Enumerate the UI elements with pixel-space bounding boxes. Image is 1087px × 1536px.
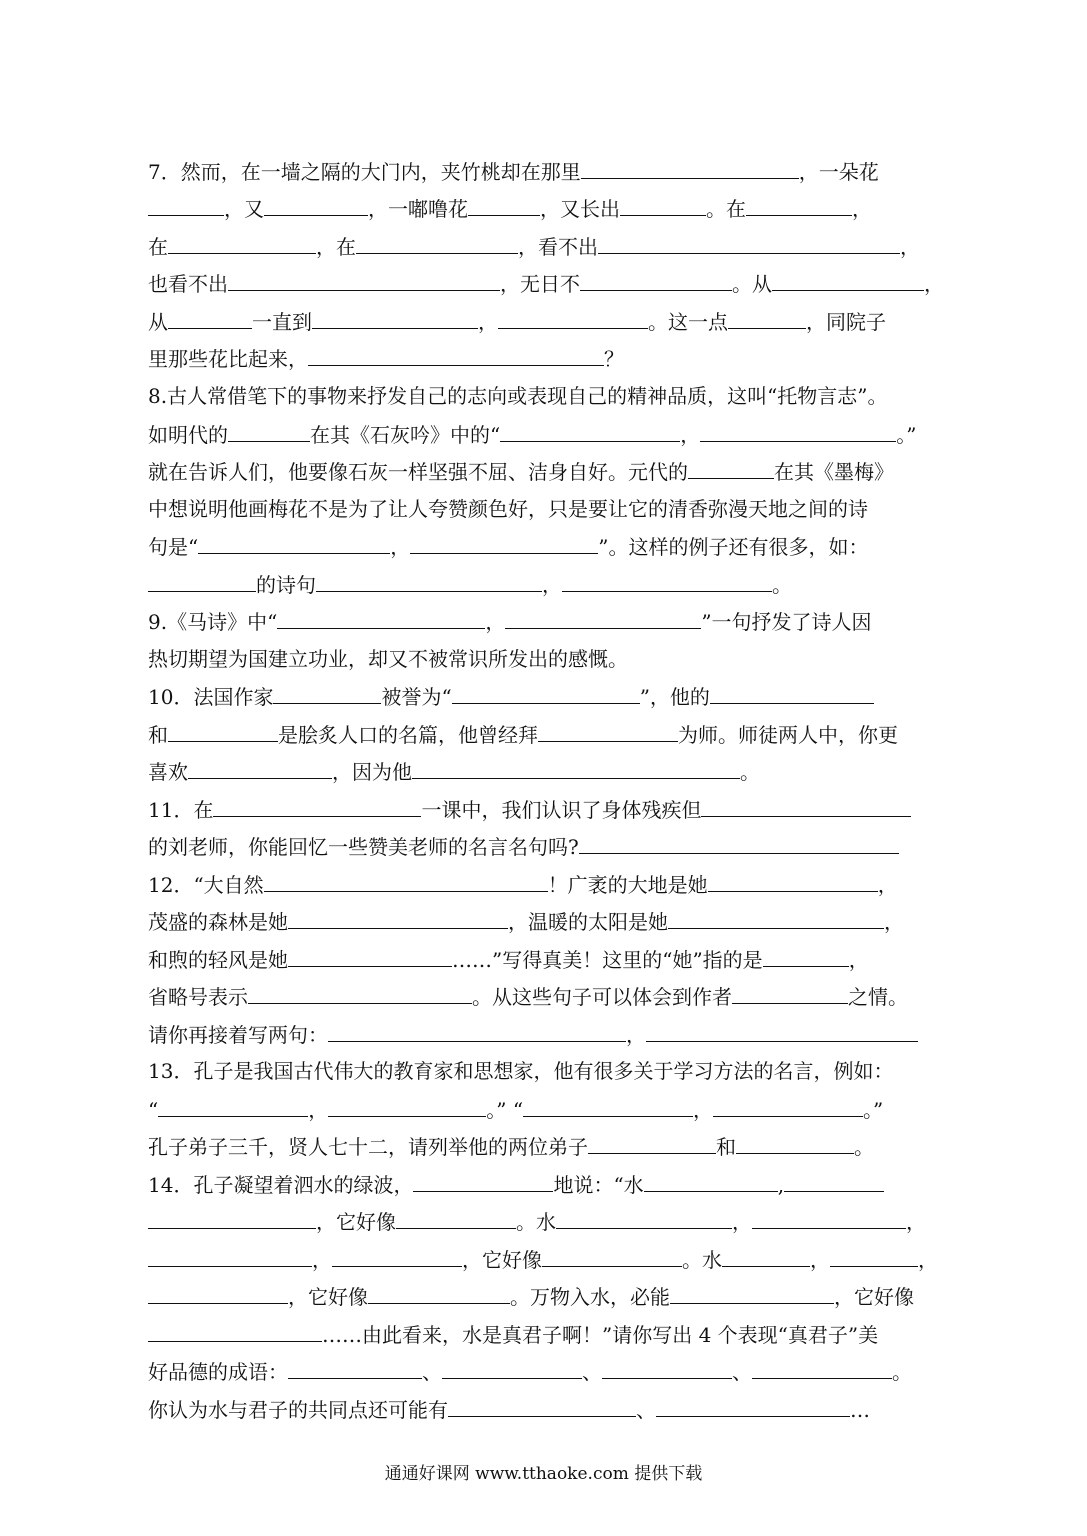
text: ， <box>810 1248 830 1272</box>
q7-line-4 <box>148 268 944 298</box>
text: 12．“大自然 <box>148 873 264 897</box>
text: 11．在 <box>148 798 214 822</box>
answer-blank[interactable] <box>498 306 648 329</box>
text: ， <box>485 610 506 634</box>
answer-blank[interactable] <box>148 193 224 216</box>
text: ， <box>918 1248 938 1272</box>
answer-blank[interactable] <box>328 1019 626 1042</box>
answer-blank[interactable] <box>332 1244 462 1267</box>
answer-blank[interactable] <box>784 1169 884 1192</box>
text: 。这一点 <box>648 310 728 334</box>
text: 的刘老师，你能回忆一些赞美老师的名言名句吗? <box>148 835 579 859</box>
q8-line-5 <box>148 531 940 561</box>
q12-line-1 <box>148 869 940 899</box>
answer-blank[interactable] <box>542 1244 682 1267</box>
q12-line-5 <box>148 1019 940 1049</box>
text: 、 <box>636 1398 656 1422</box>
text: 。” <box>896 423 917 447</box>
answer-blank[interactable] <box>448 1394 636 1417</box>
text: ”，他的 <box>639 685 710 709</box>
q10-line-1 <box>148 681 940 711</box>
answer-blank[interactable] <box>701 794 911 817</box>
answer-blank[interactable] <box>752 1356 892 1379</box>
q12-line-4 <box>148 981 940 1011</box>
answer-blank[interactable] <box>288 944 452 967</box>
q14-line-3 <box>148 1244 940 1274</box>
q8-line-3 <box>148 456 940 486</box>
text: 。水 <box>682 1248 722 1272</box>
answer-blank[interactable] <box>168 719 278 742</box>
q14-line-6 <box>148 1356 940 1386</box>
text: ！广袤的大地是她 <box>547 873 708 897</box>
text: 8.古人常借笔下的事物来抒发自己的志向或表现自己的精神品质，这叫“托物言志”。 <box>148 384 888 408</box>
text: ，又 <box>224 197 264 221</box>
answer-blank[interactable] <box>468 193 540 216</box>
text: 如明代的 <box>148 423 228 447</box>
text: ， <box>877 873 898 897</box>
answer-blank[interactable] <box>168 306 252 329</box>
text: 、 <box>582 1360 602 1384</box>
text: 和 <box>148 723 168 747</box>
answer-blank[interactable] <box>500 419 680 442</box>
text: ，因为他 <box>332 760 412 784</box>
answer-blank[interactable] <box>830 1244 918 1267</box>
answer-blank[interactable] <box>598 231 900 254</box>
q14-line-5 <box>148 1319 940 1349</box>
text: 茂盛的森林是她 <box>148 910 288 934</box>
q13-line-2 <box>148 1094 940 1124</box>
answer-blank[interactable] <box>158 1094 308 1117</box>
answer-blank[interactable] <box>442 1356 582 1379</box>
text: 一直到 <box>252 310 312 334</box>
answer-blank[interactable] <box>700 419 896 442</box>
answer-blank[interactable] <box>713 1094 863 1117</box>
answer-blank[interactable] <box>708 869 878 892</box>
answer-blank[interactable] <box>588 1131 716 1154</box>
answer-blank[interactable] <box>213 794 421 817</box>
text: 句是“ <box>148 535 199 559</box>
text: ，温暖的太阳是她 <box>508 910 668 934</box>
text: 。 <box>772 573 792 597</box>
text: ，在 <box>316 235 356 259</box>
text: ，它好像 <box>316 1210 396 1234</box>
text: ， <box>732 1210 752 1234</box>
answer-blank[interactable] <box>602 1356 732 1379</box>
text: 地说：“水 <box>553 1173 644 1197</box>
text: 是脍炙人口的名篇，他曾经拜 <box>278 723 538 747</box>
text: ， <box>680 423 701 447</box>
text: 你认为水与君子的共同点还可能有 <box>148 1398 448 1422</box>
text: ”一句抒发了诗人因 <box>701 610 872 634</box>
answer-blank[interactable] <box>562 569 772 592</box>
answer-blank[interactable] <box>413 1169 553 1192</box>
text: , <box>777 1173 785 1197</box>
answer-blank[interactable] <box>396 1206 516 1229</box>
answer-blank[interactable] <box>772 268 924 291</box>
answer-blank[interactable] <box>356 231 518 254</box>
text: ，无日不 <box>500 272 580 296</box>
text: ， <box>478 310 498 334</box>
text: 10．法国作家 <box>148 685 274 709</box>
text: 。水 <box>516 1210 556 1234</box>
answer-blank[interactable] <box>656 1394 850 1417</box>
answer-blank[interactable] <box>620 193 706 216</box>
answer-blank[interactable] <box>198 531 390 554</box>
text: 。 <box>892 1360 912 1384</box>
q14-line-4 <box>148 1281 940 1311</box>
text: 请你再接着写两句： <box>148 1023 328 1047</box>
q7-line-6 <box>148 343 940 373</box>
answer-blank[interactable] <box>644 1169 778 1192</box>
answer-blank[interactable] <box>288 1356 422 1379</box>
text: ， <box>626 1023 646 1047</box>
answer-blank[interactable] <box>728 306 806 329</box>
text: 好品德的成语： <box>148 1360 288 1384</box>
answer-blank[interactable] <box>188 756 332 779</box>
text: ， <box>312 1248 332 1272</box>
answer-blank[interactable] <box>264 193 368 216</box>
q8-line-4 <box>148 494 940 524</box>
answer-blank[interactable] <box>248 981 472 1004</box>
text: ”。这样的例子还有很多，如： <box>598 535 869 559</box>
q14-line-2 <box>148 1206 940 1236</box>
text: 。 <box>854 1135 874 1159</box>
q11-line-2 <box>148 831 940 861</box>
q12-line-2 <box>148 906 940 936</box>
answer-blank[interactable] <box>288 906 508 929</box>
text: 、 <box>732 1360 752 1384</box>
text: 中想说明他画梅花不是为了让人夸赞颜色好，只是要让它的清香弥漫天地之间的诗 <box>148 497 868 521</box>
answer-blank[interactable] <box>264 869 548 892</box>
q9-line-1 <box>148 606 940 636</box>
answer-blank[interactable] <box>688 456 774 479</box>
answer-blank[interactable] <box>710 681 874 704</box>
text: ， <box>900 235 920 259</box>
q11-line-1 <box>148 794 940 824</box>
answer-blank[interactable] <box>556 1206 732 1229</box>
text: ， <box>884 910 904 934</box>
text: ？ <box>604 347 624 371</box>
answer-blank[interactable] <box>308 343 604 366</box>
answer-blank[interactable] <box>148 1244 312 1267</box>
text: 在其《石灰吟》中的“ <box>310 423 501 447</box>
text: ，它好像 <box>288 1285 368 1309</box>
text: 和煦的轻风是她 <box>148 948 288 972</box>
text: 。从 <box>732 272 772 296</box>
text: ， <box>390 535 411 559</box>
answer-blank[interactable] <box>732 981 848 1004</box>
q7-line-1 <box>148 156 940 186</box>
text: … <box>850 1398 870 1422</box>
q9-line-2 <box>148 644 940 674</box>
answer-blank[interactable] <box>148 1206 316 1229</box>
answer-blank[interactable] <box>312 306 478 329</box>
q10-line-2 <box>148 719 940 749</box>
text: 就在告诉人们，他要像石灰一样坚强不屈、洁身自好。元代的 <box>148 460 688 484</box>
answer-blank[interactable] <box>646 1019 918 1042</box>
answer-blank[interactable] <box>228 268 500 291</box>
text: ，一嘟噜花 <box>368 197 468 221</box>
text: “ <box>148 1098 159 1122</box>
answer-blank[interactable] <box>505 606 701 629</box>
text: 喜欢 <box>148 760 188 784</box>
text: ， <box>542 573 562 597</box>
q8-line-6 <box>148 569 940 599</box>
text: 、 <box>422 1360 442 1384</box>
answer-blank[interactable] <box>452 681 640 704</box>
text: 和 <box>716 1135 736 1159</box>
text: ……由此看来，水是真君子啊！”请你写出 4 个表现“真君子”美 <box>322 1323 879 1347</box>
answer-blank[interactable] <box>538 719 678 742</box>
q7-line-5 <box>148 306 940 336</box>
text: 。从这些句子可以体会到作者 <box>472 985 732 1009</box>
text: ，同院子 <box>806 310 886 334</box>
q14-line-1 <box>148 1169 940 1199</box>
text: ，它好像 <box>834 1285 914 1309</box>
text: 被誉为“ <box>381 685 452 709</box>
answer-blank[interactable] <box>763 944 849 967</box>
text: 也看不出 <box>148 272 228 296</box>
answer-blank[interactable] <box>148 1281 288 1304</box>
text: ， <box>924 272 944 296</box>
q8-line-2 <box>148 419 940 449</box>
q7-line-3 <box>148 231 940 261</box>
text: 一课中，我们认识了身体残疾但 <box>421 798 702 822</box>
answer-blank[interactable] <box>148 569 256 592</box>
q7-line-2 <box>148 193 940 223</box>
answer-blank[interactable] <box>581 156 799 179</box>
text: 9.《马诗》中“ <box>148 610 278 634</box>
text: 14．孔子凝望着泗水的绿波， <box>148 1173 414 1197</box>
answer-blank[interactable] <box>580 268 732 291</box>
q12-line-3 <box>148 944 940 974</box>
answer-blank[interactable] <box>736 1131 854 1154</box>
answer-blank[interactable] <box>410 531 598 554</box>
text: 孔子弟子三千，贤人七十二，请列举他的两位弟子 <box>148 1135 588 1159</box>
answer-blank[interactable] <box>273 681 381 704</box>
answer-blank[interactable] <box>277 606 485 629</box>
text: 。 <box>740 760 760 784</box>
footer-credit: 通通好课网 www.tthaoke.com 提供下载 <box>384 1464 703 1484</box>
answer-blank[interactable] <box>328 1094 486 1117</box>
text: ，一朵花 <box>798 160 879 184</box>
q10-line-3 <box>148 756 940 786</box>
text: 里那些花比起来， <box>148 347 308 371</box>
answer-blank[interactable] <box>168 231 316 254</box>
text: 的诗句 <box>256 573 316 597</box>
q8-line-1 <box>148 381 940 411</box>
text: 从 <box>148 310 168 334</box>
answer-blank[interactable] <box>746 193 852 216</box>
text: 。” “ <box>486 1098 524 1122</box>
answer-blank[interactable] <box>316 569 542 592</box>
answer-blank[interactable] <box>579 831 899 854</box>
answer-blank[interactable] <box>228 419 310 442</box>
answer-blank[interactable] <box>668 906 884 929</box>
text: 7．然而，在一墙之隔的大门内，夹竹桃却在那里 <box>148 160 581 184</box>
q13-line-1 <box>148 1056 940 1086</box>
text: 。在 <box>706 197 746 221</box>
answer-blank[interactable] <box>523 1094 693 1117</box>
text: 为师。师徒两人中，你更 <box>678 723 898 747</box>
text: 在其《墨梅》 <box>774 460 894 484</box>
text: ， <box>308 1098 329 1122</box>
answer-blank[interactable] <box>722 1244 810 1267</box>
text: 13．孔子是我国古代伟大的教育家和思想家，他有很多关于学习方法的名言，例如： <box>148 1059 894 1083</box>
text: ，看不出 <box>518 235 598 259</box>
text: ， <box>852 197 872 221</box>
text: ，它好像 <box>462 1248 542 1272</box>
answer-blank[interactable] <box>752 1206 906 1229</box>
text: 。” <box>863 1098 884 1122</box>
text: ， <box>848 948 869 972</box>
answer-blank[interactable] <box>670 1281 834 1304</box>
answer-blank[interactable] <box>368 1281 510 1304</box>
q13-line-3 <box>148 1131 940 1161</box>
q14-line-7 <box>148 1394 940 1424</box>
text: ， <box>906 1210 926 1234</box>
text: ， <box>693 1098 714 1122</box>
text: 在 <box>148 235 168 259</box>
text: ，又长出 <box>540 197 620 221</box>
text: 。万物入水，必能 <box>510 1285 670 1309</box>
text: 省略号表示 <box>148 985 248 1009</box>
text: ……”写得真美！这里的“她”指的是 <box>452 948 763 972</box>
answer-blank[interactable] <box>412 756 740 779</box>
answer-blank[interactable] <box>148 1319 322 1342</box>
text: 之情。 <box>848 985 908 1009</box>
text: 热切期望为国建立功业，却又不被常识所发出的感慨。 <box>148 647 628 671</box>
